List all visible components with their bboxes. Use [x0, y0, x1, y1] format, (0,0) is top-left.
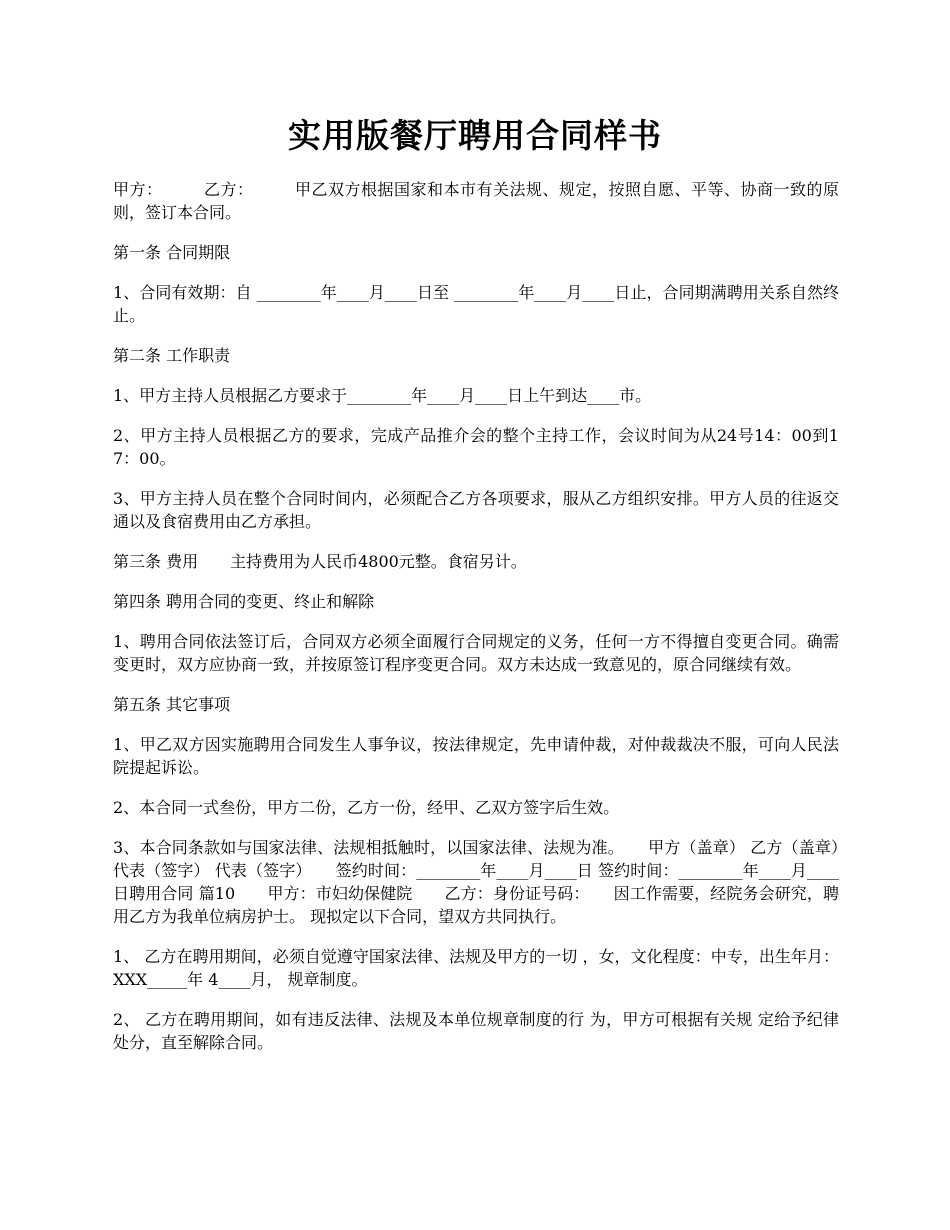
paragraph-other-1: 1、甲乙双方因实施聘用合同发生人事争议，按法律规定，先申请仲裁，对仲裁裁决不服，可向人民法院提起诉讼。 — [113, 735, 839, 777]
article-2-heading: 第二条 工作职责 — [113, 346, 231, 365]
article-5-heading: 第五条 其它事项 — [113, 695, 231, 714]
paragraph-nurse-1: 1、 乙方在聘用期间，必须自觉遵守国家法律、法规及甲方的一切 ，女，文化程度：中专，出生年月：XXX_____年 4____月， 规章制度。 — [113, 947, 839, 989]
paragraph-duty-1: 1、甲方主持人员根据乙方要求于________年____月____日上午到达____市。 — [113, 386, 652, 405]
article-4-heading: 第四条 聘用合同的变更、终止和解除 — [113, 592, 375, 611]
paragraph-term: 1、合同有效期：自 ________年____月____日至 ________年____月____日止，合同期满聘用关系自然终止。 — [113, 283, 839, 325]
paragraph-duty-2: 2、甲方主持人员根据乙方的要求，完成产品推介会的整个主持工作，会议时间为从24号14：00到17：00。 — [113, 426, 839, 468]
paragraph-change-1: 1、聘用合同依法签订后，合同双方必须全面履行合同规定的义务，任何一方不得擅自变更合同。确需变更时，双方应协商一致，并按原签订程序变更合同。双方未达成一致意见的，原合同继续有效。 — [113, 632, 839, 674]
document-body — [113, 178, 872, 1071]
paragraph-duty-3: 3、甲方主持人员在整个合同时间内，必须配合乙方各项要求，服从乙方组织安排。甲方人员的往返交通以及食宿费用由乙方承担。 — [113, 489, 839, 531]
paragraph-other-3: 3、本合同条款如与国家法律、法规相抵触时，以国家法律、法规为准。 甲方（盖章） 乙方（盖章） 代表（签字） 代表（签字） 签约时间：________年____月____日 签约时间：________年____月____日聘用合同 篇10 甲方：市妇幼保健院 乙方：身份证号码： 因工作需要，经院务会研究，聘用乙方为我单位病房护士。 现拟定以下合同，望双方共同执行。 — [113, 838, 872, 926]
paragraph-other-2: 2、本合同一式叁份，甲方二份，乙方一份，经甲、乙双方签字后生效。 — [113, 798, 620, 817]
paragraph-intro: 甲方： 乙方： 甲乙双方根据国家和本市有关法规、规定，按照自愿、平等、协商一致的原则，签订本合同。 — [113, 180, 839, 222]
article-3-fee: 第三条 费用 主持费用为人民币4800元整。食宿另计。 — [113, 552, 527, 571]
document-title: 实用版餐厅聘用合同样书 — [288, 116, 662, 155]
paragraph-nurse-2: 2、 乙方在聘用期间，如有违反法律、法规及本单位规章制度的行 为，甲方可根据有关规 定给予纪律处分，直至解除合同。 — [113, 1010, 839, 1052]
article-1-heading: 第一条 合同期限 — [113, 243, 231, 262]
